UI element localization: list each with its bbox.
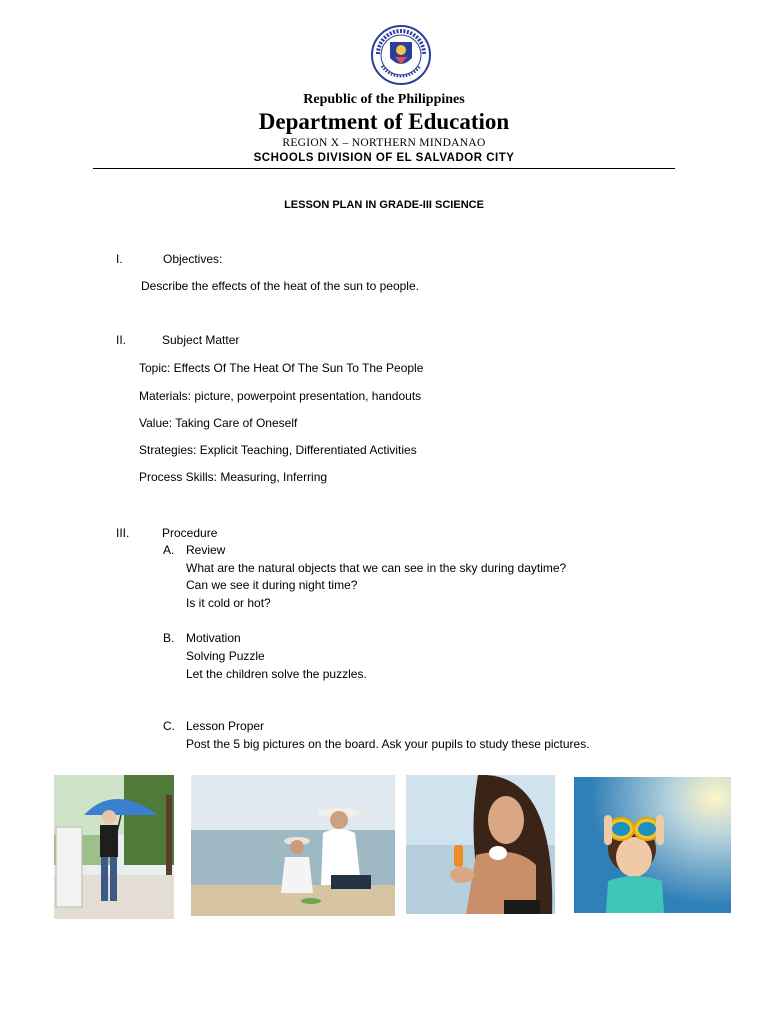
- subject-value: Value: Taking Care of Oneself: [139, 416, 298, 430]
- lesson-proper-label: Lesson Proper: [186, 719, 265, 733]
- review-letter: A.: [163, 543, 175, 557]
- lesson-proper-letter: C.: [163, 719, 175, 733]
- motivation-label: Motivation: [186, 631, 241, 645]
- sunglasses-child-picture: [574, 777, 731, 913]
- sunscreen-woman-picture: [406, 775, 555, 914]
- division-heading: SCHOOLS DIVISION OF EL SALVADOR CITY: [253, 152, 515, 164]
- department-heading: Department of Education: [258, 109, 510, 134]
- subject-materials: Materials: picture, powerpoint presentation, handouts: [139, 389, 422, 403]
- subject-strategies: Strategies: Explicit Teaching, Differentiated Activities: [139, 443, 417, 457]
- motivation-line: Let the children solve the puzzles.: [186, 667, 367, 681]
- region-heading: REGION X – NORTHERN MINDANAO: [282, 137, 486, 149]
- beach-family-picture: [191, 775, 395, 916]
- republic-heading: Republic of the Philippines: [303, 92, 465, 107]
- procedure-numeral: III.: [116, 526, 130, 540]
- subject-matter-heading: Subject Matter: [162, 333, 240, 347]
- lesson-proper-line: Post the 5 big pictures on the board. Ask your pupils to study these pictures.: [186, 737, 590, 751]
- header-divider: [93, 168, 675, 169]
- review-label: Review: [186, 543, 226, 557]
- objectives-numeral: I.: [116, 252, 123, 266]
- deped-seal-icon: [368, 24, 434, 86]
- subject-matter-numeral: II.: [116, 333, 127, 347]
- motivation-line: Solving Puzzle: [186, 649, 265, 663]
- objectives-text: Describe the effects of the heat of the sun to people.: [141, 279, 419, 293]
- subject-topic: Topic: Effects Of The Heat Of The Sun To The People: [139, 361, 424, 375]
- lesson-plan-title: LESSON PLAN IN GRADE-III SCIENCE: [284, 199, 484, 211]
- review-line: Can we see it during night time?: [186, 578, 358, 592]
- umbrella-woman-picture: [54, 775, 174, 919]
- subject-process-skills: Process Skills: Measuring, Inferring: [139, 470, 328, 484]
- procedure-heading: Procedure: [162, 526, 218, 540]
- review-line: What are the natural objects that we can see in the sky during daytime?: [186, 561, 567, 575]
- review-line: Is it cold or hot?: [186, 596, 271, 610]
- motivation-letter: B.: [163, 631, 175, 645]
- objectives-heading: Objectives:: [163, 252, 223, 266]
